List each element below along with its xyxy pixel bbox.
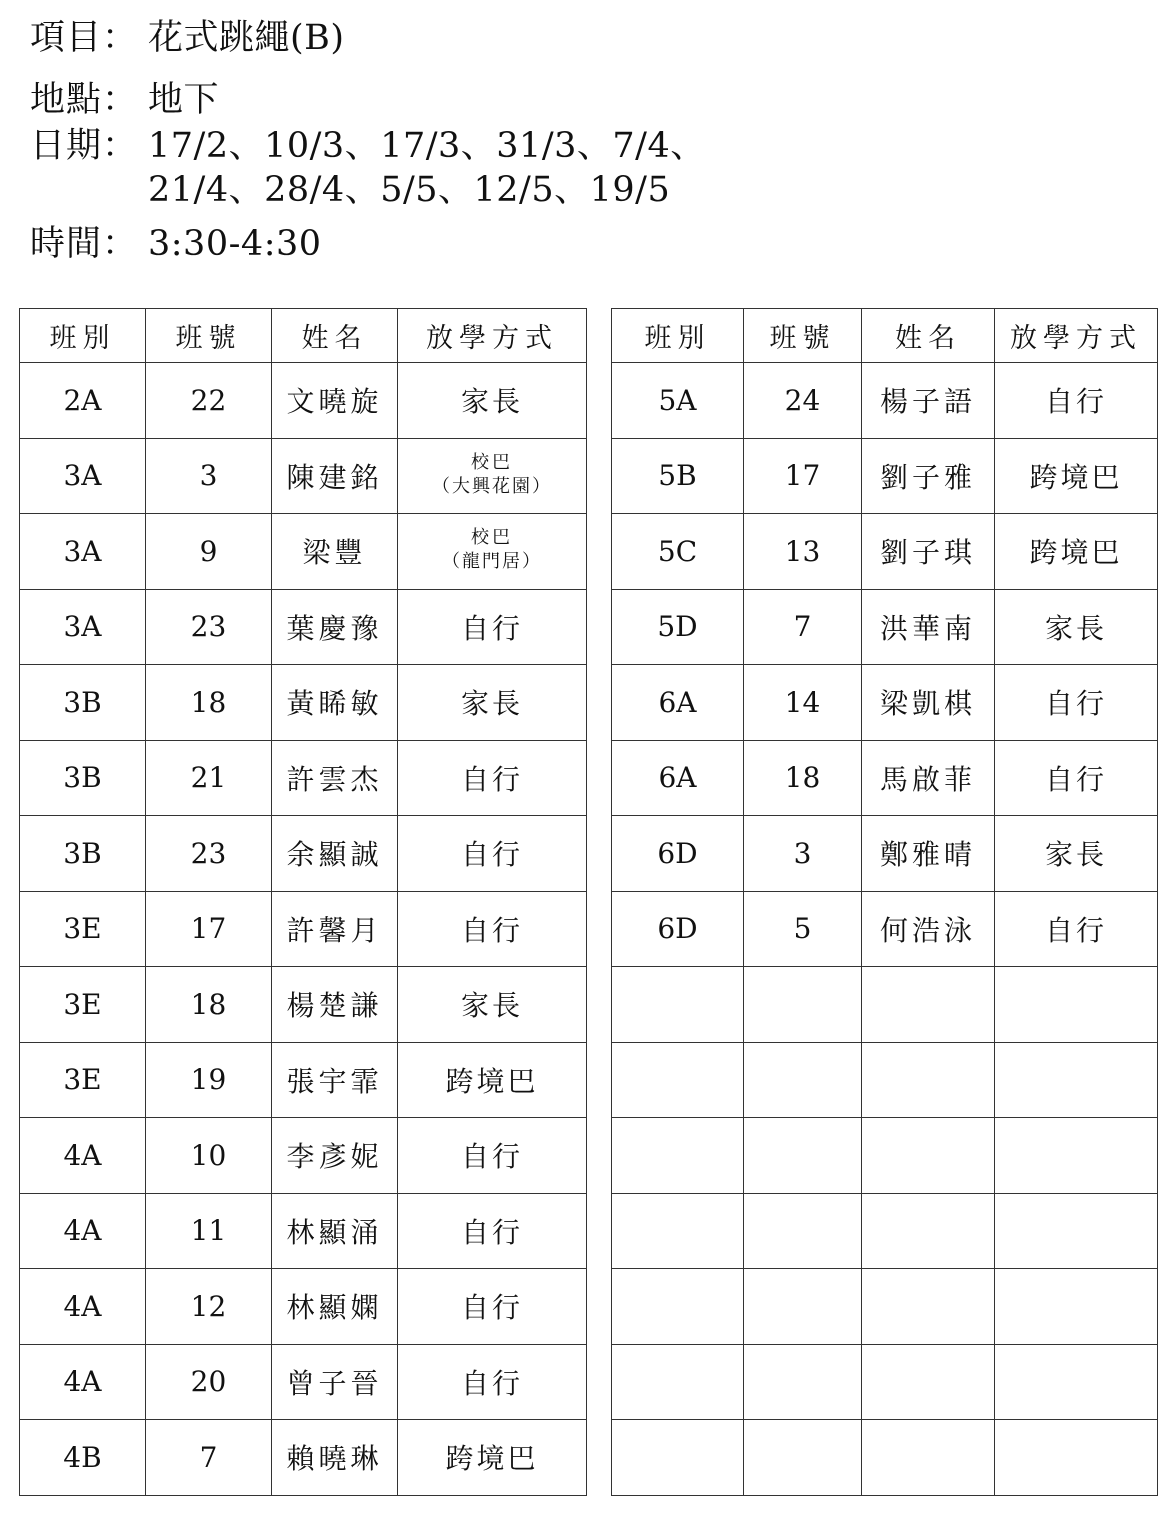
number-cell: 18 [744,740,862,816]
name-cell: 余顯誠 [272,816,398,892]
column-header-class: 班別 [20,309,146,363]
table-row [20,740,587,816]
class-cell: 5D [612,589,744,665]
name-cell: 賴曉琳 [272,1420,398,1496]
method-cell [995,1344,1158,1420]
method-cell: 自行 [398,589,587,665]
number-cell: 17 [744,438,862,514]
method-cell: 跨境巴 [995,514,1158,590]
number-cell: 20 [146,1344,272,1420]
class-cell [612,1344,744,1420]
number-cell: 24 [744,363,862,439]
method-cell [995,967,1158,1043]
name-cell: 鄭雅晴 [862,816,995,892]
table-row [612,1269,1158,1345]
column-header-number: 班號 [744,309,862,363]
item-line [30,16,345,60]
class-cell: 3E [20,891,146,967]
number-cell: 19 [146,1042,272,1118]
table-row [612,740,1158,816]
name-cell: 梁凱棋 [862,665,995,741]
class-cell: 3B [20,740,146,816]
number-cell [744,1344,862,1420]
table-row [20,589,587,665]
class-cell: 6D [612,891,744,967]
method-cell: 自行 [398,1193,587,1269]
number-cell [744,1193,862,1269]
method-cell: 自行 [995,740,1158,816]
name-cell: 許雲杰 [272,740,398,816]
table-row [20,438,587,514]
name-cell: 梁豐 [272,514,398,590]
header-row [612,309,1158,363]
table-row [612,589,1158,665]
name-cell: 劉子雅 [862,438,995,514]
time-label: 時間： [30,224,139,264]
class-cell: 4A [20,1344,146,1420]
class-cell: 6A [612,665,744,741]
name-cell: 馬啟菲 [862,740,995,816]
name-cell: 黃睎敏 [272,665,398,741]
name-cell: 劉子琪 [862,514,995,590]
number-cell: 3 [146,438,272,514]
place-label: 地點： [30,80,139,120]
name-cell: 林顯涌 [272,1193,398,1269]
number-cell: 18 [146,665,272,741]
number-cell: 9 [146,514,272,590]
item-label: 項目： [30,18,139,58]
class-cell: 3E [20,967,146,1043]
table-row [20,816,587,892]
name-cell: 李彥妮 [272,1118,398,1194]
column-header-number: 班號 [146,309,272,363]
number-cell: 18 [146,967,272,1043]
name-cell: 楊子語 [862,363,995,439]
table-row [612,967,1158,1043]
column-header-name: 姓名 [272,309,398,363]
column-header-method: 放學方式 [398,309,587,363]
class-cell: 3B [20,816,146,892]
date-value-line-1: 17/2、10/3、17/3、31/3、7/4、 [148,126,706,166]
method-cell: 家長 [995,589,1158,665]
name-cell [862,1344,995,1420]
column-header-name: 姓名 [862,309,995,363]
table-row [612,1420,1158,1496]
class-cell: 4B [20,1420,146,1496]
table-row [612,1118,1158,1194]
class-cell: 3E [20,1042,146,1118]
method-cell: 家長 [995,816,1158,892]
number-cell: 23 [146,816,272,892]
class-cell: 6D [612,816,744,892]
number-cell: 7 [744,589,862,665]
number-cell: 7 [146,1420,272,1496]
method-cell: 家長 [398,665,587,741]
number-cell: 3 [744,816,862,892]
number-cell [744,967,862,1043]
name-cell: 文曉旋 [272,363,398,439]
class-cell [612,1269,744,1345]
method-main: 校巴 [471,527,513,549]
table-row [20,1420,587,1496]
right-roster-table [611,308,1158,1496]
table-row [612,891,1158,967]
method-cell [995,1269,1158,1345]
method-cell: 跨境巴 [398,1042,587,1118]
class-cell [612,1420,744,1496]
name-cell: 楊楚謙 [272,967,398,1043]
table-row [612,363,1158,439]
date-values [148,124,706,212]
method-cell: 自行 [398,1344,587,1420]
method-cell: 家長 [398,967,587,1043]
number-cell: 14 [744,665,862,741]
method-cell: 家長 [398,363,587,439]
place-line [30,78,219,122]
number-cell [744,1118,862,1194]
table-row [612,1193,1158,1269]
table-row [20,1269,587,1345]
column-header-class: 班別 [612,309,744,363]
method-cell: 自行 [398,891,587,967]
class-cell: 4A [20,1193,146,1269]
name-cell: 何浩泳 [862,891,995,967]
name-cell [862,1118,995,1194]
number-cell [744,1042,862,1118]
method-cell [995,1420,1158,1496]
class-cell: 4A [20,1118,146,1194]
class-cell: 5B [612,438,744,514]
class-cell: 3B [20,665,146,741]
name-cell [862,1042,995,1118]
name-cell [862,967,995,1043]
class-cell: 2A [20,363,146,439]
table-row [20,363,587,439]
method-cell: 自行 [995,665,1158,741]
name-cell: 張宇霏 [272,1042,398,1118]
number-cell: 11 [146,1193,272,1269]
column-header-method: 放學方式 [995,309,1158,363]
class-cell: 4A [20,1269,146,1345]
date-line [30,124,706,212]
table-row [612,438,1158,514]
name-cell [862,1269,995,1345]
table-row [612,816,1158,892]
table-row [20,665,587,741]
number-cell: 22 [146,363,272,439]
number-cell: 5 [744,891,862,967]
item-value: 花式跳繩(B) [148,18,345,58]
method-cell [398,514,587,590]
class-cell [612,1118,744,1194]
number-cell: 12 [146,1269,272,1345]
header-row [20,309,587,363]
class-cell: 3A [20,589,146,665]
class-cell [612,1042,744,1118]
method-cell: 自行 [995,363,1158,439]
name-cell: 葉慶豫 [272,589,398,665]
table-row [612,514,1158,590]
method-cell: 自行 [398,740,587,816]
class-cell [612,967,744,1043]
place-value: 地下 [148,80,220,120]
name-cell: 陳建銘 [272,438,398,514]
method-cell: 自行 [398,1269,587,1345]
method-note: （龍門居） [442,551,542,573]
name-cell [862,1420,995,1496]
number-cell: 23 [146,589,272,665]
table-row [612,665,1158,741]
table-row [20,1193,587,1269]
method-cell: 跨境巴 [398,1420,587,1496]
table-row [20,1344,587,1420]
method-cell: 自行 [398,816,587,892]
name-cell [862,1193,995,1269]
number-cell: 13 [744,514,862,590]
number-cell: 10 [146,1118,272,1194]
table-row [20,1042,587,1118]
table-row [20,1118,587,1194]
method-cell [995,1118,1158,1194]
method-cell: 自行 [398,1118,587,1194]
class-cell [612,1193,744,1269]
method-cell [995,1042,1158,1118]
class-cell: 3A [20,514,146,590]
method-cell: 自行 [995,891,1158,967]
number-cell [744,1269,862,1345]
method-cell [398,438,587,514]
time-value: 3:30-4:30 [148,224,322,264]
method-note: （大興花園） [432,475,552,497]
name-cell: 林顯嫻 [272,1269,398,1345]
left-roster-table [19,308,587,1496]
table-row [20,514,587,590]
number-cell [744,1420,862,1496]
table-row [20,891,587,967]
number-cell: 21 [146,740,272,816]
class-cell: 6A [612,740,744,816]
time-line [30,222,322,266]
name-cell: 曾子晉 [272,1344,398,1420]
number-cell: 17 [146,891,272,967]
table-row [612,1042,1158,1118]
table-row [612,1344,1158,1420]
date-label: 日期： [30,126,139,166]
table-row [20,967,587,1043]
class-cell: 5C [612,514,744,590]
class-cell: 3A [20,438,146,514]
method-cell [995,1193,1158,1269]
class-cell: 5A [612,363,744,439]
method-main: 校巴 [471,451,513,473]
method-cell: 跨境巴 [995,438,1158,514]
name-cell: 許馨月 [272,891,398,967]
date-value-line-2: 21/4、28/4、5/5、12/5、19/5 [148,170,671,210]
name-cell: 洪華南 [862,589,995,665]
